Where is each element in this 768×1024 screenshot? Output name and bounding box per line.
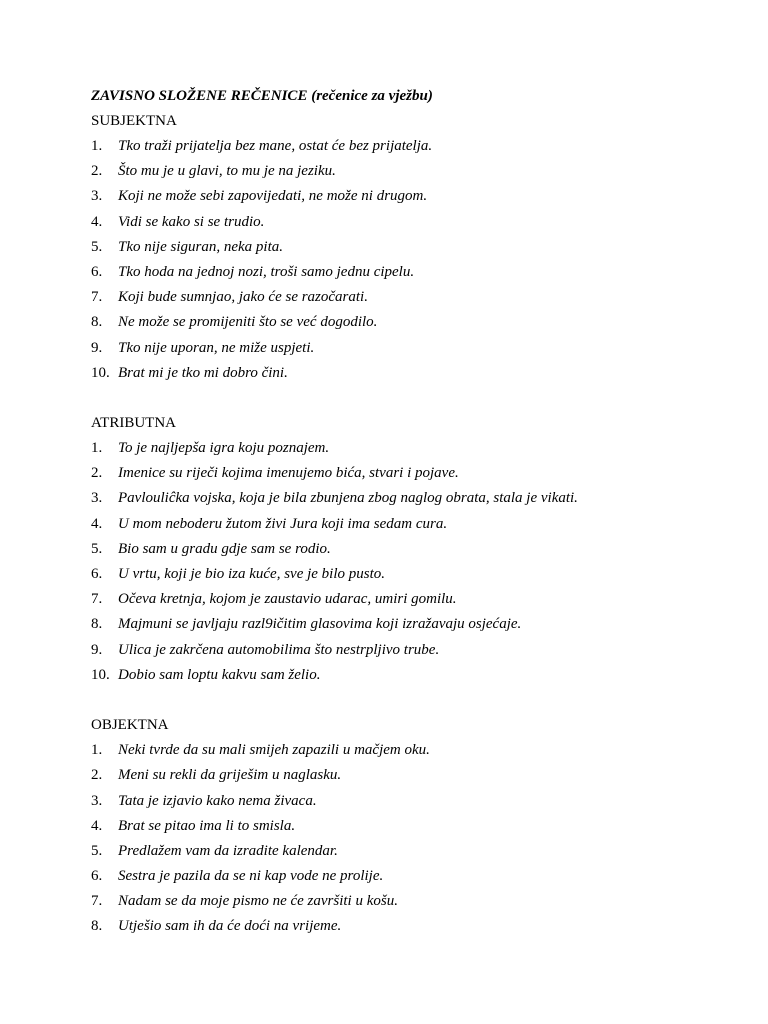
section-heading: ATRIBUTNA: [91, 415, 176, 432]
list-item: [91, 663, 731, 688]
item-number: 5.: [91, 540, 103, 557]
item-sentence: Ne može se promijeniti što se već dogodilo.: [118, 314, 378, 331]
item-number: 6.: [91, 868, 103, 885]
list-item: [91, 537, 731, 562]
item-number: 4.: [91, 515, 103, 532]
item-sentence: Tko nije uporan, ne miže uspjeti.: [118, 339, 315, 356]
item-number: 3.: [91, 490, 103, 507]
item-sentence: Tko nije siguran, neka pita.: [118, 238, 283, 255]
list-item: [91, 310, 731, 335]
list-item: [91, 210, 731, 235]
item-sentence: Utješio sam ih da će doći na vrijeme.: [118, 918, 342, 935]
list-item: [91, 235, 731, 260]
list-item: [91, 914, 731, 939]
sections-container: [91, 109, 731, 940]
item-sentence: Sestra je pazila da se ni kap vode ne prolije.: [118, 868, 384, 885]
item-number: 3.: [91, 792, 103, 809]
document-body: [91, 84, 731, 940]
item-sentence: U vrtu, koji je bio iza kuće, sve je bilo pusto.: [118, 566, 386, 582]
item-number: 4.: [91, 817, 103, 834]
list-item: [91, 486, 731, 511]
document-title: ZAVISNO SLOŽENE REČENICE (rečenice za vježbu): [91, 88, 433, 104]
item-number: 7.: [91, 893, 103, 910]
item-number: 1.: [91, 440, 103, 457]
item-number: 2.: [91, 163, 103, 180]
list-item: [91, 285, 731, 310]
item-number: 6.: [91, 263, 103, 280]
list-item: [91, 436, 731, 461]
list-item: [91, 738, 731, 763]
section-spacer: [91, 688, 731, 713]
list-item: [91, 763, 731, 788]
item-sentence: Koji ne može sebi zapovijedati, ne može ni drugom.: [118, 188, 428, 205]
list-item: [91, 159, 731, 184]
sentence-list: [91, 436, 731, 688]
item-sentence: Bio sam u gradu gdje sam se rodio.: [118, 540, 331, 557]
list-item: [91, 184, 731, 209]
item-number: 6.: [91, 566, 103, 582]
list-item: [91, 461, 731, 486]
item-sentence: Dobio sam loptu kakvu sam želio.: [118, 666, 321, 683]
list-item: [91, 889, 731, 914]
item-number: 2.: [91, 465, 103, 482]
item-sentence: Imenice su riječi kojima imenujemo bića, stvari i pojave.: [118, 465, 459, 482]
list-item: [91, 336, 731, 361]
item-sentence: Meni su rekli da griješim u naglasku.: [118, 767, 342, 784]
list-item: [91, 612, 731, 637]
item-number: 10.: [91, 364, 110, 381]
item-sentence: U mom neboderu žutom živi Jura koji ima sedam cura.: [118, 515, 448, 532]
list-item: [91, 839, 731, 864]
list-item: [91, 134, 731, 159]
item-sentence: Neki tvrde da su mali smijeh zapazili u mačjem oku.: [118, 742, 430, 759]
item-sentence: Tko traži prijatelja bez mane, ostat će bez prijatelja.: [118, 138, 433, 154]
item-number: 9.: [91, 641, 103, 658]
list-item: [91, 361, 731, 386]
item-number: 9.: [91, 339, 103, 356]
item-sentence: Brat mi je tko mi dobro čini.: [118, 364, 288, 381]
item-number: 1.: [91, 138, 103, 154]
item-sentence: Tata je izjavio kako nema živaca.: [118, 792, 317, 809]
item-sentence: Majmuni se javljaju razl9ičitim glasovima koji izražavaju osjećaje.: [118, 616, 522, 633]
section-subjektna: [91, 109, 731, 386]
list-item: [91, 864, 731, 889]
item-number: 8.: [91, 314, 103, 331]
item-sentence: Što mu je u glavi, to mu je na jeziku.: [118, 163, 336, 180]
item-sentence: Vidi se kako si se trudio.: [118, 213, 265, 230]
sentence-list: [91, 738, 731, 940]
section-spacer: [91, 386, 731, 411]
item-sentence: Pavlouliĉka vojska, koja je bila zbunjena zbog naglog obrata, stala je vikati.: [118, 490, 578, 507]
item-sentence: Predlažem vam da izradite kalendar.: [118, 842, 338, 859]
item-number: 7.: [91, 591, 103, 608]
item-sentence: Nadam se da moje pismo ne će završiti u košu.: [118, 893, 398, 910]
section-atributna: [91, 411, 731, 688]
list-item: [91, 562, 731, 587]
item-number: 4.: [91, 213, 103, 230]
item-number: 8.: [91, 616, 103, 633]
item-number: 7.: [91, 289, 103, 306]
item-number: 1.: [91, 742, 103, 759]
item-number: 8.: [91, 918, 103, 935]
list-item: [91, 814, 731, 839]
section-heading: SUBJEKTNA: [91, 113, 177, 129]
list-item: [91, 512, 731, 537]
item-sentence: To je najljepša igra koju poznajem.: [118, 440, 330, 457]
item-sentence: Koji bude sumnjao, jako će se razočarati.: [118, 289, 368, 306]
item-number: 2.: [91, 767, 103, 784]
item-number: 5.: [91, 842, 103, 859]
item-sentence: Ulica je zakrčena automobilima što nestrpljivo trube.: [118, 641, 440, 658]
item-sentence: Očeva kretnja, kojom je zaustavio udarac, umiri gomilu.: [118, 591, 457, 608]
item-sentence: Brat se pitao ima li to smisla.: [118, 817, 296, 834]
item-number: 10.: [91, 666, 110, 683]
section-objektna: [91, 713, 731, 940]
list-item: [91, 789, 731, 814]
item-number: 5.: [91, 238, 103, 255]
list-item: [91, 638, 731, 663]
sentence-list: [91, 134, 731, 386]
list-item: [91, 260, 731, 285]
item-number: 3.: [91, 188, 103, 205]
list-item: [91, 587, 731, 612]
section-heading: OBJEKTNA: [91, 717, 169, 734]
item-sentence: Tko hoda na jednoj nozi, troši samo jednu cipelu.: [118, 263, 415, 280]
